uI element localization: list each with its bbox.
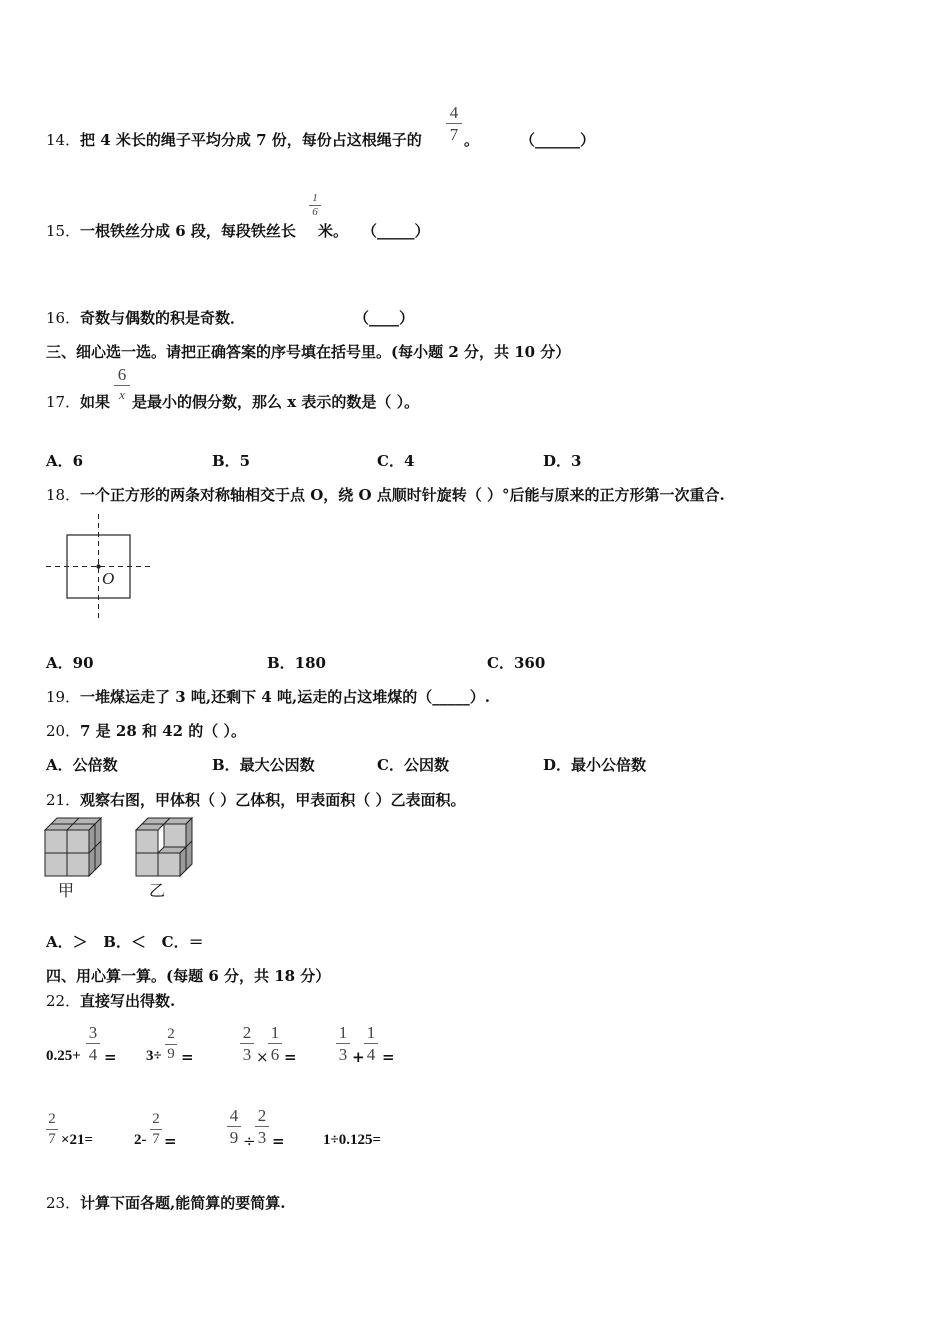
q15-text: 一根铁丝分成 6 段，每段铁丝长 xyxy=(80,222,296,240)
calc-1c-operator: × xyxy=(256,1048,269,1066)
q18-option-b[interactable]: B．180 xyxy=(267,654,326,672)
point-o-label: O xyxy=(102,569,115,588)
q14-text: 把 4 米长的绳子平均分成 7 份，每份占这根绳子的 xyxy=(80,131,422,149)
q14-frac-numerator: 4 xyxy=(449,103,459,122)
q22-text: 直接写出得数. xyxy=(80,992,176,1010)
q17-fraction xyxy=(114,366,130,401)
fraction-bar xyxy=(364,1043,378,1044)
q14-fraction xyxy=(446,104,462,143)
numerator: 2 xyxy=(257,1106,267,1125)
q16-number: 16． xyxy=(46,309,81,327)
calc-2a-suffix: ×21= xyxy=(61,1132,94,1148)
q18-number: 18． xyxy=(46,486,81,504)
calc-2a-fraction xyxy=(46,1112,58,1147)
q17-option-a[interactable]: A．6 xyxy=(46,452,84,470)
q15-frac-numerator: 1 xyxy=(312,192,318,204)
fraction-bar xyxy=(114,385,130,386)
cube-b-label: 乙 xyxy=(149,881,166,900)
q14-answer-blank[interactable]: （______） xyxy=(520,131,596,149)
q20-text: 7 是 28 和 42 的（ ）。 xyxy=(80,722,247,740)
center-point xyxy=(96,564,100,568)
q18-option-c[interactable]: C．360 xyxy=(487,654,546,672)
q14-number: 14． xyxy=(46,131,81,149)
numerator: 3 xyxy=(88,1023,98,1042)
cube-figure-a xyxy=(44,817,106,879)
q23-number: 23． xyxy=(46,1194,81,1212)
numerator: 2 xyxy=(167,1026,175,1042)
q22-number: 22． xyxy=(46,992,81,1010)
q19-text: 一堆煤运走了 3 吨,还剩下 4 吨,运走的占这堆煤的（_____）. xyxy=(80,688,490,706)
q17-option-b[interactable]: B．5 xyxy=(212,452,251,470)
q16-text: 奇数与偶数的积是奇数． xyxy=(80,309,246,327)
denominator: 3 xyxy=(242,1045,252,1064)
denominator: 3 xyxy=(338,1045,348,1064)
calc-2d: 1÷0.125= xyxy=(323,1132,382,1148)
denominator: 3 xyxy=(257,1128,267,1147)
denominator: 4 xyxy=(88,1045,98,1064)
calc-2c-fraction-1 xyxy=(227,1107,241,1146)
q14-tail: 。 xyxy=(464,131,480,149)
q18-option-a[interactable]: A．90 xyxy=(46,654,94,672)
calc-1c-fraction-1 xyxy=(240,1024,254,1063)
fraction-bar xyxy=(227,1126,241,1127)
calc-1d-operator: + xyxy=(352,1048,365,1066)
q23-text: 计算下面各题,能简算的要简算. xyxy=(80,1194,286,1212)
square-axes-figure xyxy=(44,514,154,622)
fraction-bar xyxy=(86,1043,100,1044)
calc-2b-fraction xyxy=(150,1112,162,1147)
q14-frac-denominator: 7 xyxy=(449,125,459,144)
q21-text: 观察右图，甲体积（ ）乙体积，甲表面积（ ）乙表面积。 xyxy=(80,791,466,809)
q15-number: 15． xyxy=(46,222,81,240)
q17-frac-numerator: 6 xyxy=(117,365,127,384)
calc-2c-operator: ÷ xyxy=(243,1132,256,1150)
calc-1a-fraction xyxy=(86,1024,100,1063)
q15-frac-denominator: 6 xyxy=(312,206,318,218)
q18-text: 一个正方形的两条对称轴相交于点 O，绕 O 点顺时针旋转（ ）°后能与原来的正方形第一次重合. xyxy=(80,486,725,504)
calc-1a-prefix: 0.25+ xyxy=(46,1048,81,1064)
calc-2c-equals: = xyxy=(272,1132,285,1150)
numerator: 1 xyxy=(270,1023,280,1042)
q17-number: 17． xyxy=(46,393,81,411)
fraction-bar xyxy=(150,1129,162,1130)
q15-fraction xyxy=(309,193,321,218)
section-4-title: 四、用心算一算。(每题 6 分，共 18 分） xyxy=(46,967,331,985)
calc-1b-equals: = xyxy=(181,1048,194,1066)
numerator: 1 xyxy=(366,1023,376,1042)
calc-1d-fraction-1 xyxy=(336,1024,350,1063)
fraction-bar xyxy=(165,1044,177,1045)
q17-text: 是最小的假分数，那么 x 表示的数是（ ）。 xyxy=(132,393,420,411)
q20-number: 20． xyxy=(46,722,81,740)
q15-tail: 米。 xyxy=(318,222,349,240)
calc-2b-equals: = xyxy=(164,1132,177,1150)
q20-option-a[interactable]: A．公倍数 xyxy=(46,756,118,774)
q20-option-b[interactable]: B．最大公因数 xyxy=(212,756,315,774)
q21-options[interactable]: A．＞ B．＜ C．＝ xyxy=(46,933,204,951)
q19-number: 19． xyxy=(46,688,81,706)
calc-1a-equals: = xyxy=(104,1048,117,1066)
numerator: 1 xyxy=(338,1023,348,1042)
calc-2c-fraction-2 xyxy=(255,1107,269,1146)
fraction-bar xyxy=(446,123,462,124)
numerator: 2 xyxy=(152,1111,160,1127)
fraction-bar xyxy=(240,1043,254,1044)
denominator: 9 xyxy=(167,1046,175,1062)
calc-1b-prefix: 3÷ xyxy=(146,1048,162,1064)
calc-1c-equals: = xyxy=(284,1048,297,1066)
q21-number: 21． xyxy=(46,791,81,809)
section-3-title: 三、细心选一选。请把正确答案的序号填在括号里。(每小题 2 分，共 10 分） xyxy=(46,343,571,361)
cube-figure-b xyxy=(135,817,197,879)
denominator: 6 xyxy=(270,1045,280,1064)
q17-pre: 如果 xyxy=(80,393,111,411)
fraction-bar xyxy=(255,1126,269,1127)
fraction-bar xyxy=(268,1043,282,1044)
calc-1c-fraction-2 xyxy=(268,1024,282,1063)
calc-2b-prefix: 2- xyxy=(134,1132,147,1148)
q15-answer-blank[interactable]: （_____） xyxy=(362,222,430,240)
numerator: 2 xyxy=(242,1023,252,1042)
fraction-bar xyxy=(336,1043,350,1044)
q20-option-d[interactable]: D．最小公倍数 xyxy=(543,756,647,774)
q20-option-c[interactable]: C．公因数 xyxy=(377,756,449,774)
denominator: 7 xyxy=(48,1131,56,1147)
denominator: 7 xyxy=(152,1131,160,1147)
fraction-bar xyxy=(46,1129,58,1130)
q17-frac-denominator: x xyxy=(119,387,125,402)
numerator: 2 xyxy=(48,1111,56,1127)
numerator: 4 xyxy=(229,1106,239,1125)
q17-option-d[interactable]: D．3 xyxy=(543,452,582,470)
calc-1d-fraction-2 xyxy=(364,1024,378,1063)
cube-a-label: 甲 xyxy=(58,881,75,900)
denominator: 9 xyxy=(229,1128,239,1147)
denominator: 4 xyxy=(366,1045,376,1064)
q16-answer-blank[interactable]: （____） xyxy=(354,309,415,327)
calc-1b-fraction xyxy=(165,1027,177,1062)
q17-option-c[interactable]: C．4 xyxy=(377,452,415,470)
calc-1d-equals: = xyxy=(382,1048,395,1066)
